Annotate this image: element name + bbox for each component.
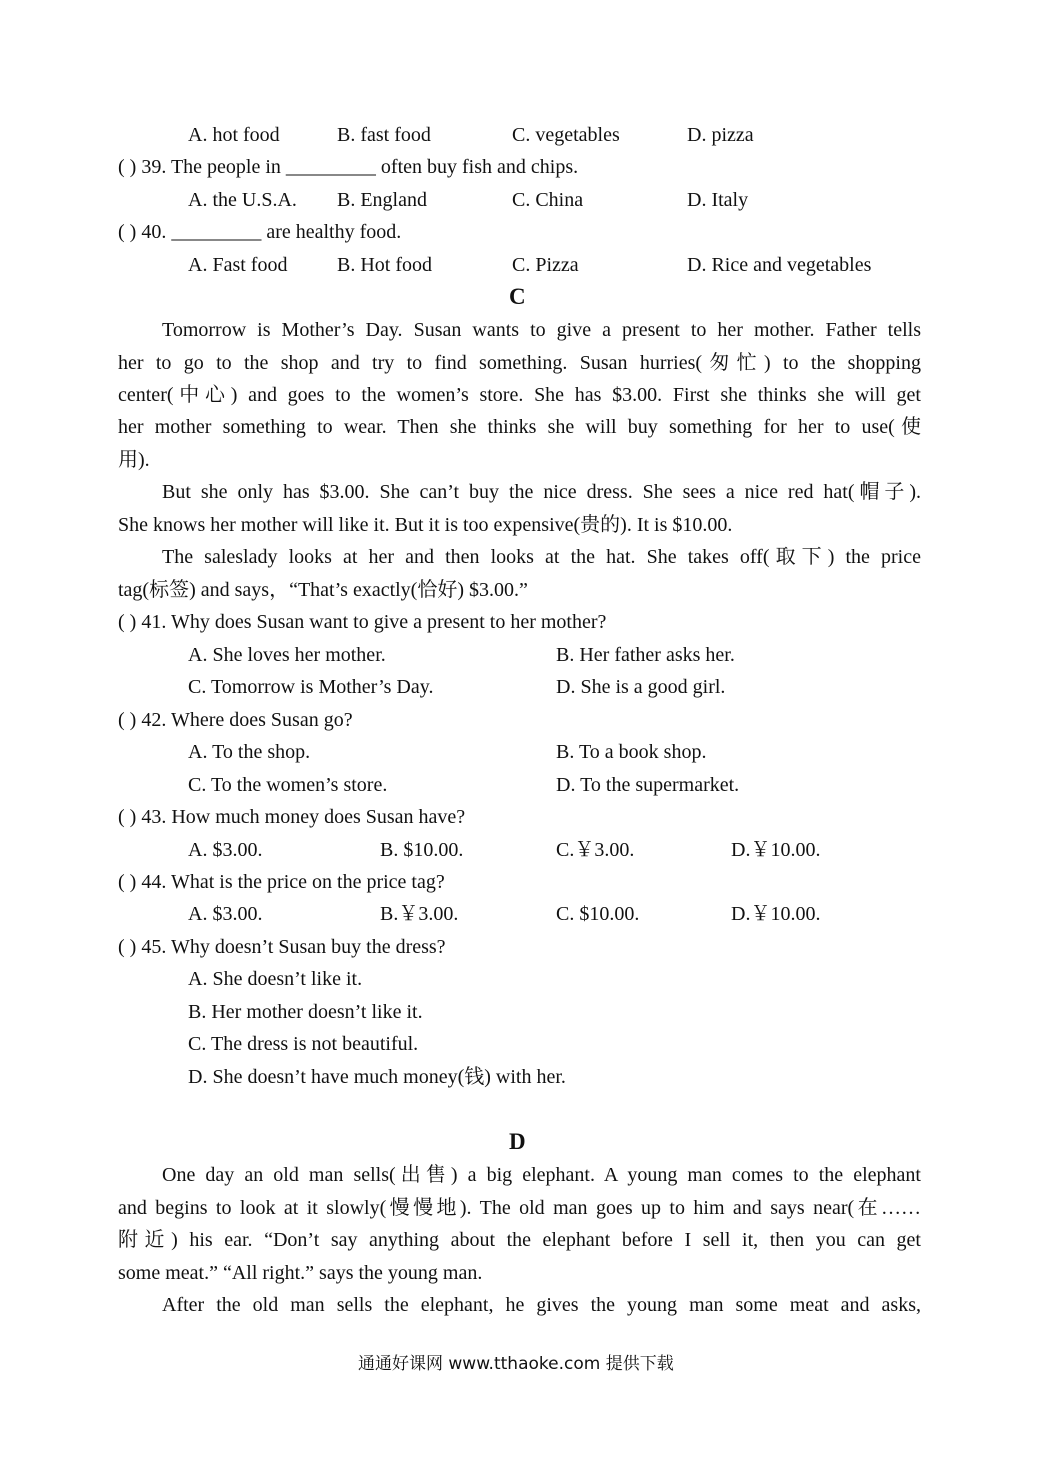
q41-option-c: C. Tomorrow is Mother’s Day.	[188, 676, 434, 698]
q39-stem: ( ) 39. The people in _________ often buy fish and chips.	[118, 156, 579, 178]
section-c-p1-line1: Tomorrow is Mother’s Day. Susan wants to give a present to her mother. Father tells	[162, 319, 921, 341]
q41-stem: ( ) 41. Why does Susan want to give a present to her mother?	[118, 611, 607, 633]
section-d-p2-line1: After the old man sells the elephant, he gives the young man some meat and asks,	[162, 1294, 921, 1316]
q45-option-b: B. Her mother doesn’t like it.	[188, 1001, 423, 1023]
q42-option-a: A. To the shop.	[188, 741, 311, 763]
q41-option-a: A. She loves her mother.	[188, 644, 386, 666]
q44-option-b: B.￥3.00.	[380, 903, 459, 925]
q39-option-a: A. the U.S.A.	[188, 189, 297, 211]
section-c-p1-line5: 用).	[118, 449, 150, 471]
q40-option-a: A. Fast food	[188, 254, 288, 276]
q39-option-d: D. Italy	[687, 189, 749, 211]
q40-option-b: B. Hot food	[337, 254, 432, 276]
section-c-p1-line4: her mother something to wear. Then she thinks she will buy something for her to use(使	[118, 416, 921, 438]
section-c-p1-line3: center(中心) and goes to the women’s store. She has $3.00. First she thinks she will get	[118, 384, 921, 406]
q40-stem: ( ) 40. _________ are healthy food.	[118, 221, 402, 243]
q38-option-b: B. fast food	[337, 124, 431, 146]
section-d-p1-line2: and begins to look at it slowly(慢慢地). The old man goes up to him and says near(在……	[118, 1197, 921, 1219]
q40-option-c: C. Pizza	[512, 254, 579, 276]
q40-option-d: D. Rice and vegetables	[687, 254, 872, 276]
section-c-p2-line2: She knows her mother will like it. But it is too expensive(贵的). It is $10.00.	[118, 514, 733, 536]
section-c-p3-line1: The saleslady looks at her and then looks at the hat. She takes off(取下) the price	[162, 546, 921, 568]
section-c-p1-line2: her to go to the shop and try to find something. Susan hurries(匆忙) to the shopping	[118, 352, 921, 374]
section-d-p1-line1: One day an old man sells(出售) a big elephant. A young man comes to the elephant	[162, 1164, 921, 1186]
q42-option-b: B. To a book shop.	[556, 741, 707, 763]
q44-option-c: C. $10.00.	[556, 903, 640, 925]
section-c-heading: C	[509, 284, 526, 309]
q44-option-d: D.￥10.00.	[731, 903, 821, 925]
section-c-p3-line2: tag(标签) and says，“That’s exactly(恰好) $3.00.”	[118, 579, 528, 601]
q42-stem: ( ) 42. Where does Susan go?	[118, 709, 353, 731]
q45-stem: ( ) 45. Why doesn’t Susan buy the dress?	[118, 936, 446, 958]
q44-option-a: A. $3.00.	[188, 903, 263, 925]
q41-option-d: D. She is a good girl.	[556, 676, 726, 698]
q41-option-b: B. Her father asks her.	[556, 644, 735, 666]
q39-option-b: B. England	[337, 189, 427, 211]
section-d-heading: D	[509, 1129, 526, 1154]
q39-option-c: C. China	[512, 189, 584, 211]
q43-option-c: C.￥3.00.	[556, 839, 635, 861]
section-c-p2-line1: But she only has $3.00. She can’t buy the nice dress. She sees a nice red hat(帽子).	[162, 481, 921, 503]
q42-option-c: C. To the women’s store.	[188, 774, 388, 796]
section-d-p1-line4: some meat.” “All right.” says the young man.	[118, 1262, 483, 1284]
q42-option-d: D. To the supermarket.	[556, 774, 740, 796]
q43-option-d: D.￥10.00.	[731, 839, 821, 861]
q45-option-c: C. The dress is not beautiful.	[188, 1033, 419, 1055]
q43-option-b: B. $10.00.	[380, 839, 464, 861]
q45-option-a: A. She doesn’t like it.	[188, 968, 363, 990]
q43-stem: ( ) 43. How much money does Susan have?	[118, 806, 466, 828]
q45-option-d: D. She doesn’t have much money(钱) with her.	[188, 1066, 566, 1088]
page-footer: 通通好课网 www.tthaoke.com 提供下载	[358, 1354, 674, 1374]
q38-option-c: C. vegetables	[512, 124, 620, 146]
section-d-p1-line3: 附近) his ear. “Don’t say anything about the elephant before I sell it, then you can get	[118, 1229, 921, 1251]
q38-option-d: D. pizza	[687, 124, 754, 146]
q38-option-a: A. hot food	[188, 124, 280, 146]
q43-option-a: A. $3.00.	[188, 839, 263, 861]
q44-stem: ( ) 44. What is the price on the price tag?	[118, 871, 445, 893]
